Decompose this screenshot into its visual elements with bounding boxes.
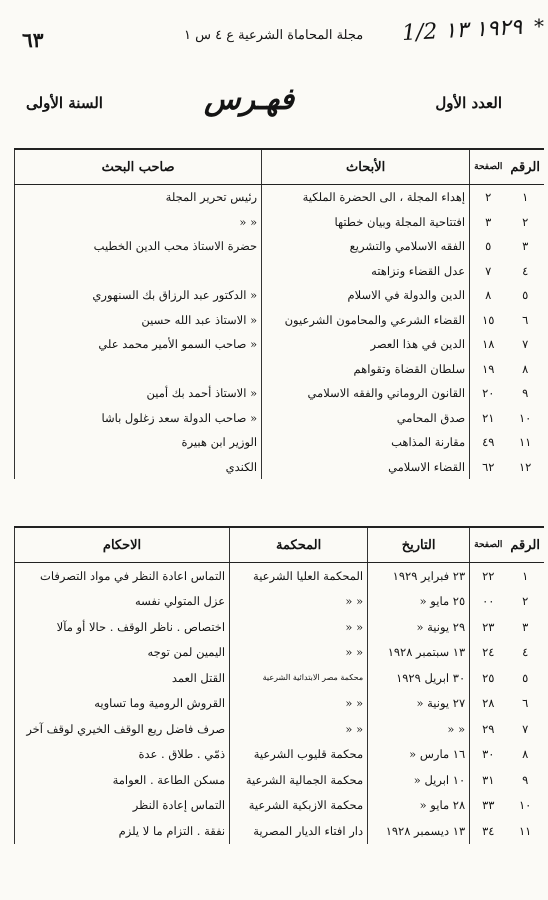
table-row — [15, 793, 545, 819]
cell-topic: القانون الروماني والفقه الاسلامي — [262, 381, 470, 406]
cell-court: محكمة قليوب الشرعية — [230, 742, 368, 768]
cell-court: « « — [230, 716, 368, 742]
journal-reference: مجلة المحاماة الشرعية ع ٤ س ١ — [184, 28, 364, 43]
cell-num: ٤ — [522, 263, 529, 278]
page-title: فهـرس — [204, 82, 295, 117]
cell-ruling: القتل العمد — [15, 665, 230, 691]
table-row — [15, 210, 545, 235]
cell-date: ٢٣ فبراير ١٩٢٩ — [368, 563, 470, 589]
cell-topic: عدل القضاء ونزاهته — [262, 259, 470, 284]
year-label: السنة الأولى — [26, 94, 103, 112]
cell-date: ١٠ ابريل « — [368, 767, 470, 793]
cell-topic: القضاء الاسلامي — [262, 455, 470, 480]
cell-topic: الفقه الاسلامي والتشريع — [262, 234, 470, 259]
cell-page: ٢٤ — [470, 640, 507, 666]
col-header-topics: الأبحاث — [262, 149, 470, 185]
cell-topic: إهداء المجلة ، الى الحضرة الملكية — [262, 185, 470, 210]
col-header-number: الرقم — [506, 149, 544, 185]
cell-page: ١٥ — [470, 308, 507, 333]
cell-page: ٧ — [470, 259, 507, 284]
table-row — [15, 818, 545, 844]
cell-page: ١٩ — [470, 357, 507, 382]
cell-court: « « — [230, 614, 368, 640]
cell-page: ٢٩ — [470, 716, 507, 742]
cell-num: ٢ — [522, 214, 529, 229]
cell-ruling: القروش الرومية وما تساويه — [15, 691, 230, 717]
cell-author: الكندي — [15, 455, 262, 480]
cell-court: « « — [230, 640, 368, 666]
cell-page: ٠٠ — [470, 589, 507, 615]
cell-ruling: صرف فاضل ريع الوقف الخيري لوقف آخر — [15, 716, 230, 742]
cell-num: ٧ — [522, 337, 529, 352]
table-row — [15, 716, 545, 742]
cell-author — [15, 259, 262, 284]
cell-num: ٥ — [522, 670, 529, 685]
cell-date: ٢٥ مايو « — [368, 589, 470, 615]
cell-num: ١٠ — [519, 798, 532, 813]
cell-num: ٣ — [522, 239, 529, 254]
handwritten-note: 1/2 ١٩٢٩ ١٣ — [401, 14, 523, 47]
table-row — [15, 767, 545, 793]
table-row — [15, 742, 545, 768]
cell-page: ٨ — [470, 283, 507, 308]
cell-page: ٣ — [470, 210, 507, 235]
cell-author: رئيس تحرير المجلة — [15, 185, 262, 210]
cell-date: ٢٧ يونية « — [368, 691, 470, 717]
cell-num: ٩ — [522, 386, 529, 401]
cell-author: الوزير ابن هبيرة — [15, 430, 262, 455]
cell-num: ٧ — [522, 721, 529, 736]
cell-page: ٣٠ — [470, 742, 507, 768]
col-header-number: الرقم — [506, 527, 544, 563]
cell-num: ٩ — [522, 772, 529, 787]
cell-page: ٢٥ — [470, 665, 507, 691]
cell-num: ١٢ — [519, 459, 532, 474]
table-row — [15, 381, 545, 406]
cell-page: ١٨ — [470, 332, 507, 357]
cell-author: « الاستاذ عبد الله حسين — [15, 308, 262, 333]
cell-author: « صاحب السمو الأمير محمد علي — [15, 332, 262, 357]
cell-page: ٣١ — [470, 767, 507, 793]
table-row — [15, 665, 545, 691]
cell-topic: مقارنة المذاهب — [262, 430, 470, 455]
cell-author: « الاستاذ أحمد بك أمين — [15, 381, 262, 406]
table-row — [15, 455, 545, 480]
col-header-page: الصفحة — [470, 149, 507, 185]
cell-page: ٢٨ — [470, 691, 507, 717]
cell-num: ١١ — [519, 823, 532, 838]
cell-date: ١٣ سبتمبر ١٩٢٨ — [368, 640, 470, 666]
index-table-header — [15, 149, 545, 185]
cell-date: ٢٩ يونية « — [368, 614, 470, 640]
issue-label: العدد الأول — [435, 94, 502, 112]
cell-court: دار افتاء الديار المصرية — [230, 818, 368, 844]
rulings-table — [14, 526, 544, 844]
table-row — [15, 332, 545, 357]
cell-author: « الدكتور عبد الرزاق بك السنهوري — [15, 283, 262, 308]
cell-num: ١ — [522, 190, 529, 205]
cell-date: ٣٠ ابريل ١٩٢٩ — [368, 665, 470, 691]
cell-date: « « — [368, 716, 470, 742]
table-row — [15, 283, 545, 308]
cell-page: ٢٠ — [470, 381, 507, 406]
cell-court: محكمة الجمالية الشرعية — [230, 767, 368, 793]
cell-num: ١١ — [519, 435, 532, 450]
table-row — [15, 640, 545, 666]
cell-ruling: التماس اعادة النظر في مواد التصرفات — [15, 563, 230, 589]
cell-topic: الدين في هذا العصر — [262, 332, 470, 357]
cell-ruling: اليمين لمن توجه — [15, 640, 230, 666]
cell-page: ٢ — [470, 185, 507, 210]
running-header — [0, 14, 548, 54]
cell-num: ٦ — [522, 696, 529, 711]
cell-page: ٢٢ — [470, 563, 507, 589]
table-row — [15, 430, 545, 455]
cell-court: محكمة مصر الابتدائية الشرعية — [230, 665, 368, 691]
cell-ruling: نفقة . التزام ما لا يلزم — [15, 818, 230, 844]
col-header-page: الصفحة — [470, 527, 507, 563]
cell-page: ٢٣ — [470, 614, 507, 640]
cell-date: ١٦ مارس « — [368, 742, 470, 768]
cell-date: ٢٨ مايو « — [368, 793, 470, 819]
col-header-rulings: الاحكام — [15, 527, 230, 563]
cell-ruling: التماس إعادة النظر — [15, 793, 230, 819]
cell-num: ٨ — [522, 747, 529, 762]
col-header-date: التاريخ — [368, 527, 470, 563]
title-row — [0, 82, 548, 126]
table-row — [15, 614, 545, 640]
table-row — [15, 308, 545, 333]
page-number: ٦٣ — [22, 28, 44, 52]
cell-page: ٣٤ — [470, 818, 507, 844]
cell-num: ١٠ — [519, 410, 532, 425]
cell-num: ٦ — [522, 312, 529, 327]
cell-topic: افتتاحية المجلة وبيان خطتها — [262, 210, 470, 235]
cell-num: ٣ — [522, 619, 529, 634]
table-row — [15, 589, 545, 615]
cell-ruling: مسكن الطاعة . العوامة — [15, 767, 230, 793]
col-header-author: صاحب البحث — [15, 149, 262, 185]
cell-page: ٢١ — [470, 406, 507, 431]
table-row — [15, 234, 545, 259]
cell-author — [15, 357, 262, 382]
cell-num: ٤ — [522, 645, 529, 660]
cell-topic: الدين والدولة في الاسلام — [262, 283, 470, 308]
cell-page: ٦٢ — [470, 455, 507, 480]
cell-num: ٥ — [522, 288, 529, 303]
index-table — [14, 148, 544, 479]
cell-ruling: عزل المتولي نفسه — [15, 589, 230, 615]
table-row — [15, 406, 545, 431]
cell-page: ٣٣ — [470, 793, 507, 819]
table-row — [15, 357, 545, 382]
cell-page: ٤٩ — [470, 430, 507, 455]
table-row — [15, 563, 545, 589]
cell-ruling: اختصاص . ناظر الوقف . حالا أو مآلا — [15, 614, 230, 640]
table-row — [15, 185, 545, 210]
cell-court: « « — [230, 589, 368, 615]
cell-court: « « — [230, 691, 368, 717]
cell-topic: صدق المحامي — [262, 406, 470, 431]
cell-court: المحكمة العليا الشرعية — [230, 563, 368, 589]
cell-author: حضرة الاستاذ محب الدين الخطيب — [15, 234, 262, 259]
cell-num: ٨ — [522, 361, 529, 376]
cell-author: « صاحب الدولة سعد زغلول باشا — [15, 406, 262, 431]
cell-court: محكمة الازبكية الشرعية — [230, 793, 368, 819]
cell-num: ٢ — [522, 594, 529, 609]
cell-date: ١٣ ديسمبر ١٩٢٨ — [368, 818, 470, 844]
cell-num: ١ — [522, 568, 529, 583]
cell-ruling: ذمّي . طلاق . عدة — [15, 742, 230, 768]
col-header-court: المحكمة — [230, 527, 368, 563]
table-row — [15, 259, 545, 284]
asterisk-mark: * — [534, 14, 544, 38]
cell-topic: سلطان القضاة وتقواهم — [262, 357, 470, 382]
cell-author: « « — [15, 210, 262, 235]
cell-page: ٥ — [470, 234, 507, 259]
table-row — [15, 691, 545, 717]
cell-topic: القضاء الشرعي والمحامون الشرعيون — [262, 308, 470, 333]
rulings-table-header — [15, 527, 545, 563]
